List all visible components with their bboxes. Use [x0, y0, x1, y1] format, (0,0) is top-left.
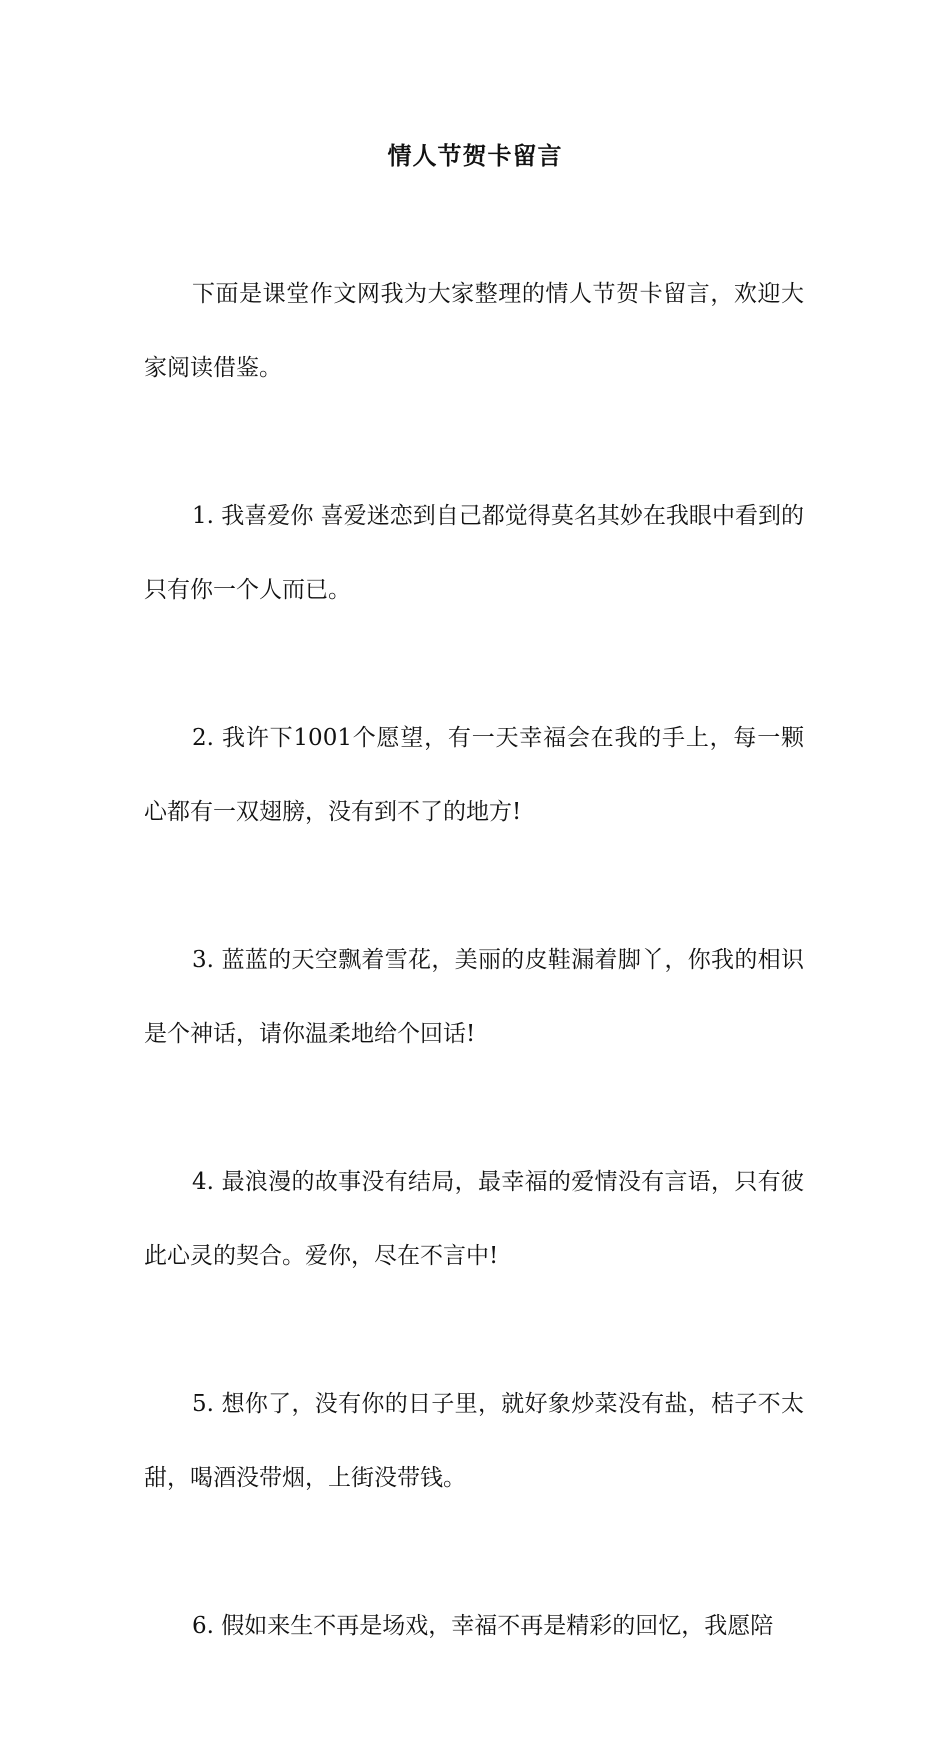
message-item-5: 5. 想你了，没有你的日子里，就好象炒菜没有盐，桔子不太甜，喝酒没带烟，上街没带钱。 — [144, 1391, 804, 1491]
message-item-4: 4. 最浪漫的故事没有结局，最幸福的爱情没有言语，只有彼此心灵的契合。爱你，尽在不言中! — [144, 1169, 804, 1269]
message-item-2: 2. 我许下1001个愿望，有一天幸福会在我的手上，每一颗心都有一双翅膀，没有到不了的地方! — [144, 725, 804, 825]
document-body — [144, 257, 804, 1737]
document-title: 情人节贺卡留言 — [387, 141, 563, 170]
message-item-3: 3. 蓝蓝的天空飘着雪花，美丽的皮鞋漏着脚丫，你我的相识是个神话，请你温柔地给个回话! — [144, 947, 804, 1047]
message-item-1: 1. 我喜爱你 喜爱迷恋到自己都觉得莫名其妙在我眼中看到的只有你一个人而已。 — [144, 503, 804, 603]
intro-paragraph: 下面是课堂作文网我为大家整理的情人节贺卡留言，欢迎大家阅读借鉴。 — [144, 281, 804, 381]
message-item-6: 6. 假如来生不再是场戏，幸福不再是精彩的回忆，我愿陪 — [192, 1613, 774, 1639]
